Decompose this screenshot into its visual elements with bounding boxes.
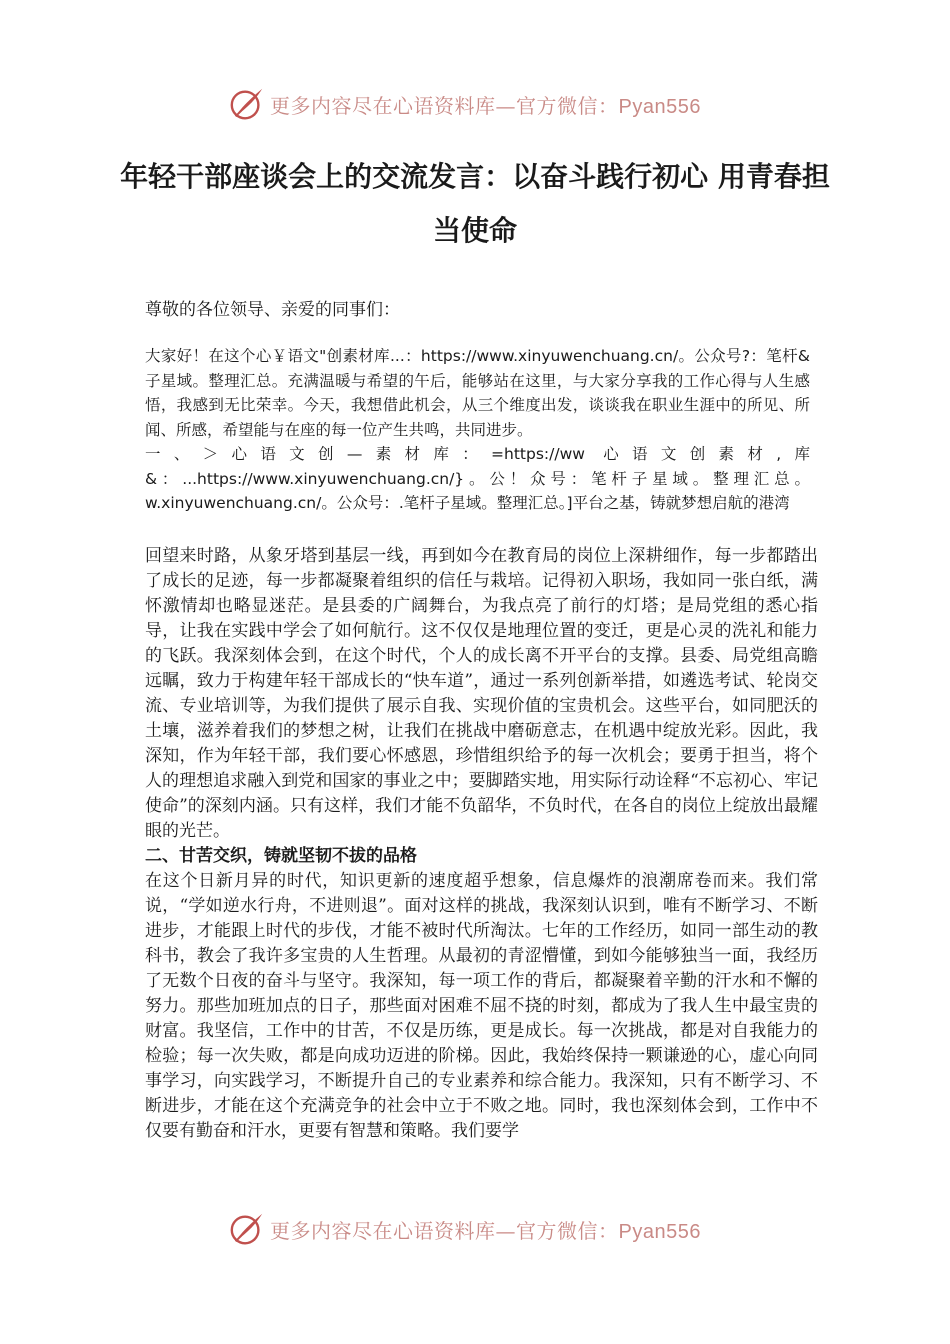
section1-paragraph: 回望来时路，从象牙塔到基层一线，再到如今在教育局的岗位上深耕细作，每一步都踏出了成长的足迹，每一步都凝聚着组织的信任与栽培。记得初入职场，我如同一张白纸，满怀激情却也略显迷茫。是县委的广阔舞台，为我点亮了前行的灯塔；是局党组的悉心指导，让我在实践中学会了如何航行。这不仅仅是地理位置的变迁，更是心灵的洗礼和能力的飞跃。我深刻体会到，在这个时代，个人的成长离不开平台的支撑。县委、局党组高瞻远瞩，致力于构建年轻干部成长的“快车道”，通过一系列创新举措，如遴选考试、轮岗交流、专业培训等，为我们提供了展示自我、实现价值的宝贵机会。这些平台，如同肥沃的土壤，滋养着我们的梦想之树，让我们在挑战中磨砺意志，在机遇中绽放光彩。因此，我深知，作为年轻干部，我们要心怀感恩，珍惜组织给予的每一次机会；要勇于担当，将个人的理想追求融入到党和国家的事业之中；要脚踏实地，用实际行动诠释“不忘初心、牢记使命”的深刻内涵。只有这样，我们才能不负韶华，不负时代，在各自的岗位上绽放出最耀眼的光芒。 [145, 546, 818, 841]
footer-banner [228, 1209, 748, 1249]
greeting: 尊敬的各位领导、亲爱的同事们： [145, 300, 400, 320]
banner-text: 更多内容尽在心语资料库—官方微信：Pyan556 [270, 93, 701, 118]
section2-heading: 二、甘苦交织，铸就坚韧不拔的品格 [145, 846, 417, 866]
intro-section [145, 344, 810, 516]
body-section [145, 544, 818, 1144]
section1-heading: 一、＞心语文创—素材库：=https://ww 心语文创素材,库&：...https://www.xinyuwenchuang.cn/}。公！众号：笔杆子星域。整理汇总。w.xinyuwenchuang.cn/。公众号：.笔杆子星域。整理汇总。]平台之基，铸就梦想启航的港湾 [145, 445, 810, 512]
header-banner [228, 84, 748, 124]
quill-logo-icon [228, 1210, 266, 1248]
quill-logo-icon [228, 85, 266, 123]
intro-paragraph: 大家好！在这个心￥语文"创素材库...：https://www.xinyuwenchuang.cn/。公众号?：笔杆&子星域。整理汇总。充满温暖与希望的午后，能够站在这里，与大家分享我的工作心得与人生感悟，我感到无比荣幸。今天，我想借此机会，从三个维度出发，谈谈我在职业生涯中的所见、所闻、所感，希望能与在座的每一位产生共鸣，共同进步。 [145, 347, 810, 439]
document-title: 年轻干部座谈会上的交流发言：以奋斗践行初心 用青春担当使命 [120, 160, 830, 247]
section2-paragraph: 在这个日新月异的时代，知识更新的速度超乎想象，信息爆炸的浪潮席卷而来。我们常说，“学如逆水行舟，不进则退”。面对这样的挑战，我深刻认识到，唯有不断学习、不断进步，才能跟上时代的步伐，才能不被时代所淘汰。七年的工作经历，如同一部生动的教科书，教会了我许多宝贵的人生哲理。从最初的青涩懵懂，到如今能够独当一面，我经历了无数个日夜的奋斗与坚守。我深知，每一项工作的背后，都凝聚着辛勤的汗水和不懈的努力。那些加班加点的日子，那些面对困难不屈不挠的时刻，都成为了我人生中最宝贵的财富。我坚信，工作中的甘苦，不仅是历练，更是成长。每一次挑战，都是对自我能力的检验；每一次失败，都是向成功迈进的阶梯。因此，我始终保持一颗谦逊的心，虚心向同事学习，向实践学习，不断提升自己的专业素养和综合能力。我深知，只有不断学习、不断进步，才能在这个充满竞争的社会中立于不败之地。同时，我也深刻体会到，工作中不仅要有勤奋和汗水，更要有智慧和策略。我们要学 [145, 871, 818, 1141]
banner-text: 更多内容尽在心语资料库—官方微信：Pyan556 [270, 1218, 701, 1243]
